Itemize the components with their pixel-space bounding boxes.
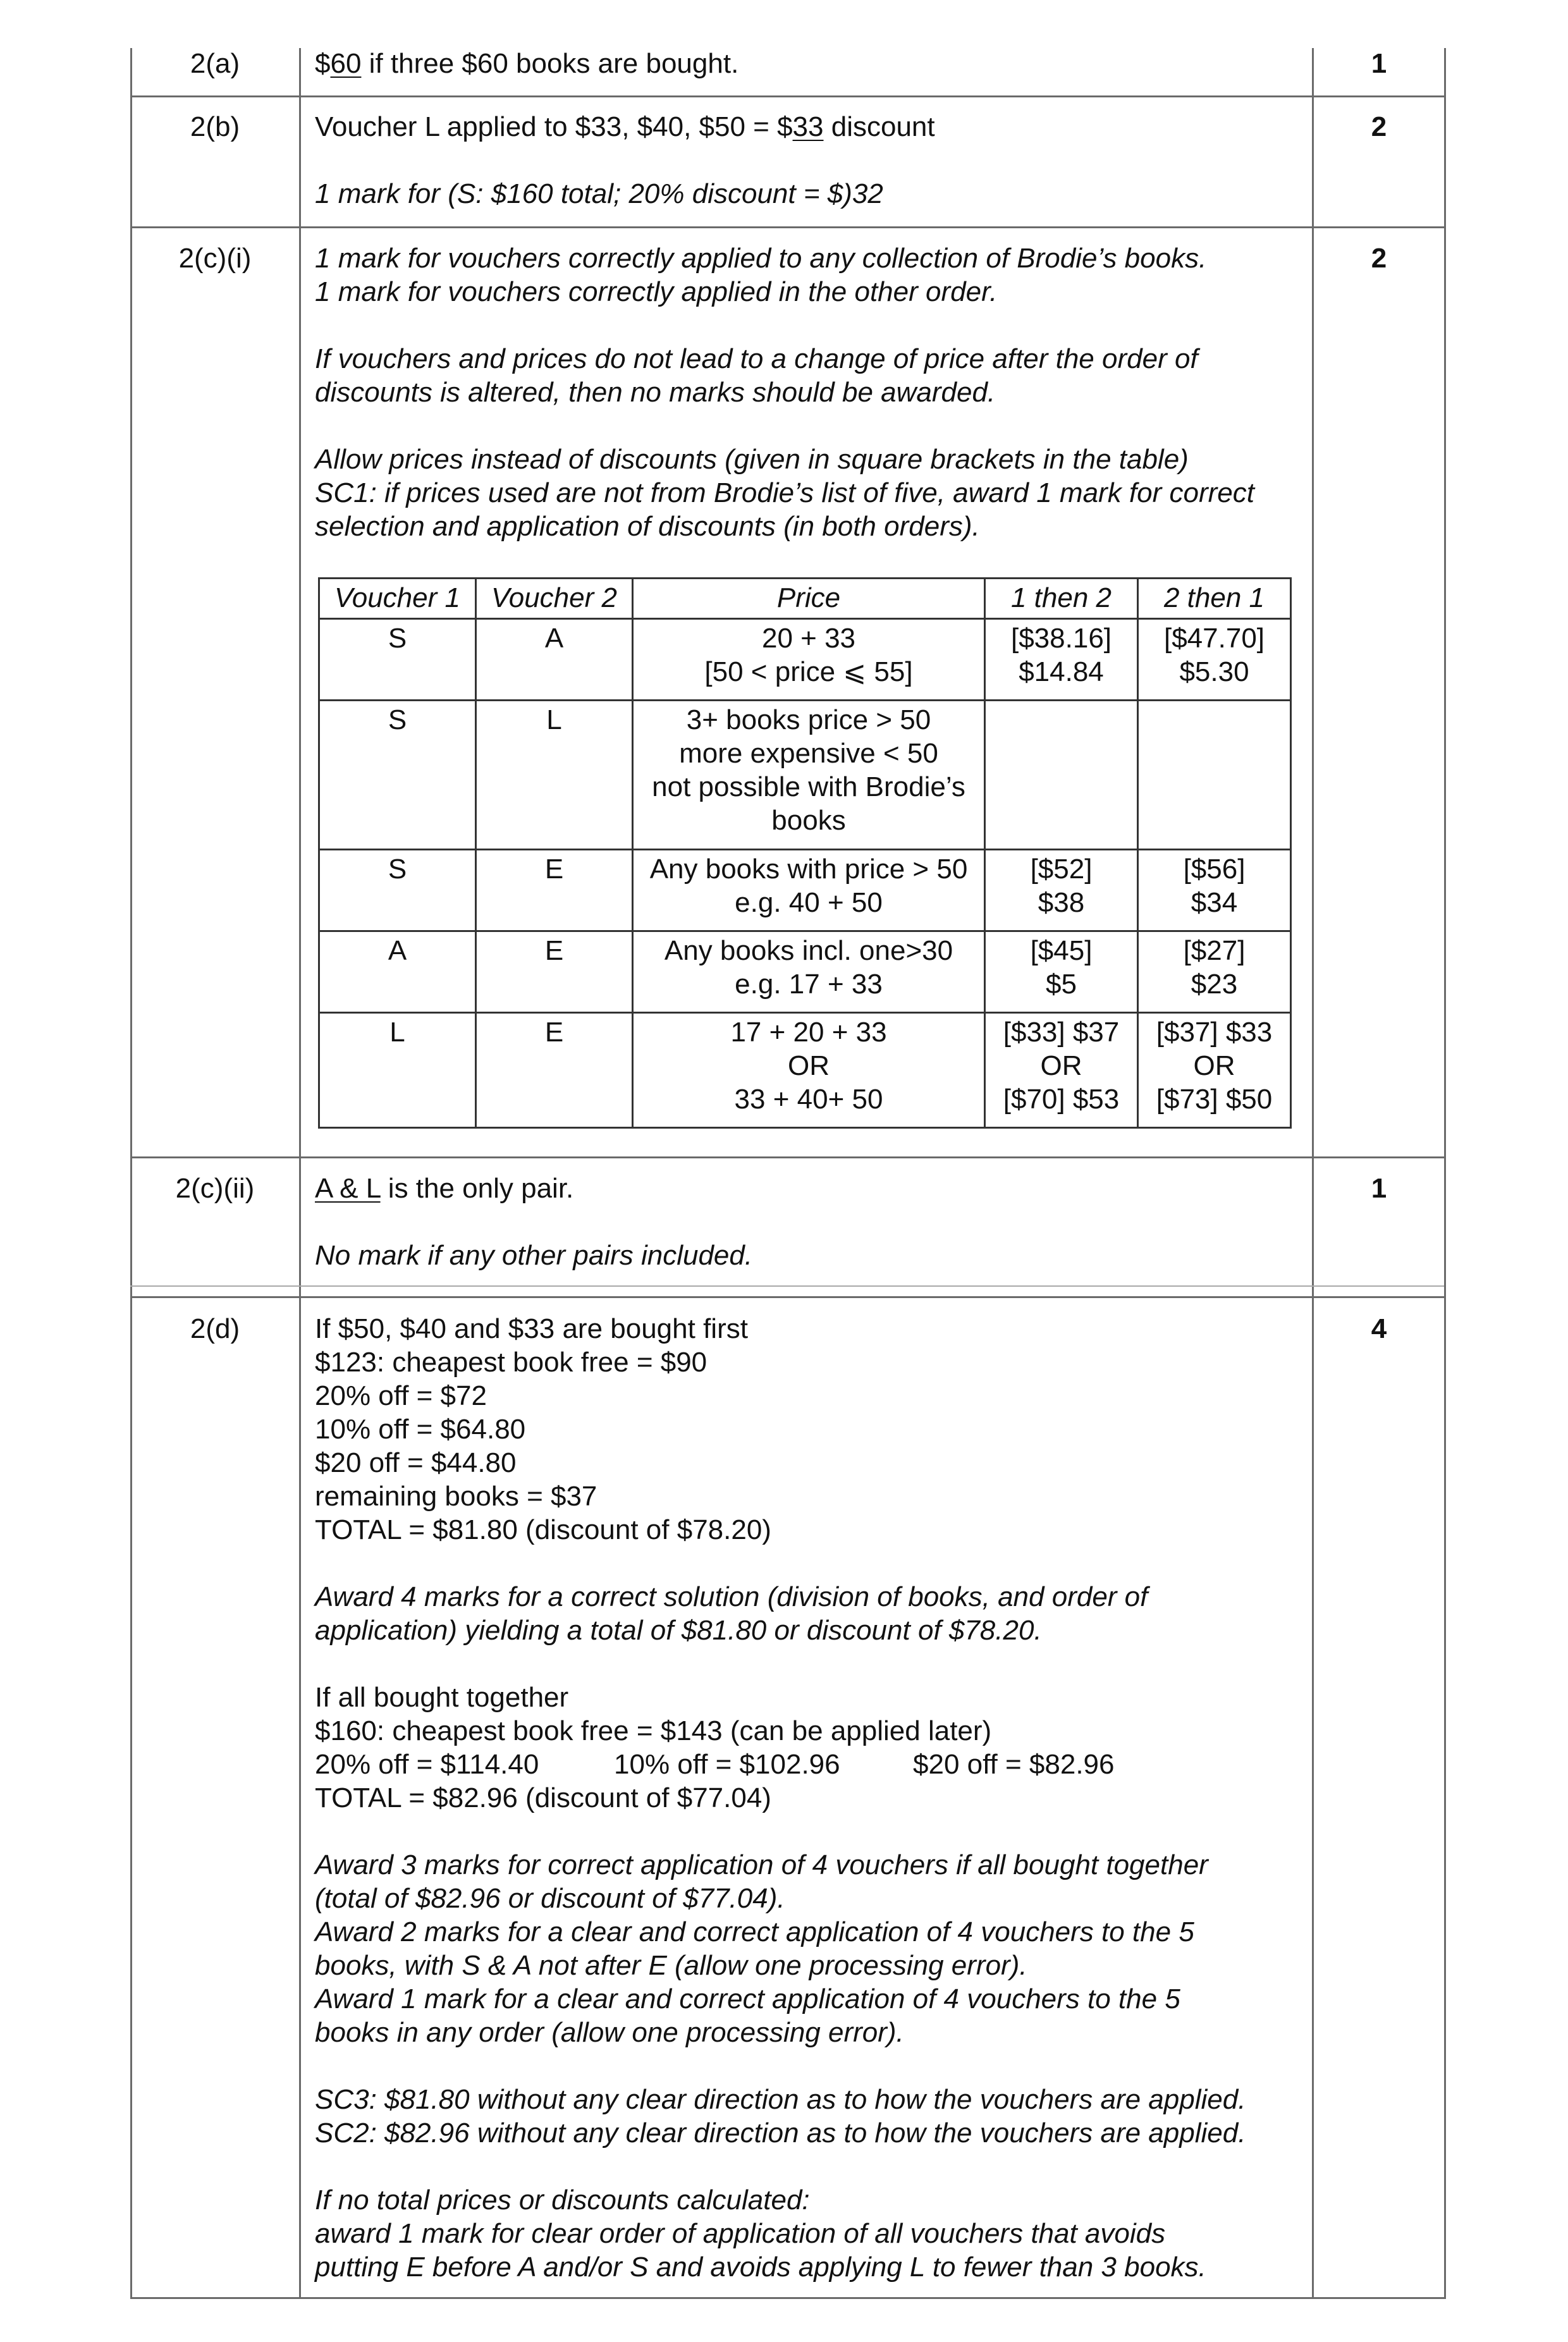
column-header: 2 then 1 <box>1138 579 1291 619</box>
row-divider <box>130 95 1444 97</box>
column-header: Voucher 2 <box>476 579 633 619</box>
guidance-line: If vouchers and prices do not lead to a change of price after the order of <box>315 343 1198 374</box>
table-cell: A <box>476 619 633 701</box>
marking-guidance <box>315 242 1308 543</box>
question-number: 2(c)(i) <box>178 243 252 274</box>
voucher-table-row <box>319 619 1291 701</box>
voucher-table-row <box>319 1013 1291 1128</box>
table-cell: A <box>319 931 476 1013</box>
question-number: 2(b) <box>190 111 240 142</box>
working-line: 20% off = $72 <box>315 1380 487 1411</box>
guidance-line: SC2: $82.96 without any clear direction as to how the vouchers are applied. <box>315 2118 1246 2149</box>
answer-value: A & L <box>315 1173 381 1204</box>
voucher-table-row <box>319 701 1291 850</box>
working-line: TOTAL = $82.96 (discount of $77.04) <box>315 1782 771 1813</box>
guidance-line: selection and application of discounts (in both orders). <box>315 511 980 542</box>
marking-note: No mark if any other pairs included. <box>315 1240 753 1271</box>
guidance-line: Allow prices instead of discounts (given in square brackets in the table) <box>315 444 1189 475</box>
guidance-line: Award 2 marks for a clear and correct application of 4 vouchers to the 5 <box>315 1916 1194 1947</box>
marking-note: 1 mark for (S: $160 total; 20% discount = $)32 <box>315 178 883 209</box>
voucher-table-row <box>319 850 1291 931</box>
row-divider-double <box>130 1285 1444 1287</box>
working-line: remaining books = $37 <box>315 1481 597 1512</box>
working-line-discounts <box>315 1748 1308 1781</box>
guidance-line: If no total prices or discounts calculated: <box>315 2185 810 2216</box>
table-cell: E <box>476 931 633 1013</box>
column-header: 1 then 2 <box>985 579 1138 619</box>
guidance-line: SC3: $81.80 without any clear direction as to how the vouchers are applied. <box>315 2084 1246 2115</box>
table-cell: Any books with price > 50 e.g. 40 + 50 <box>633 850 985 931</box>
guidance-line: application) yielding a total of $81.80 or discount of $78.20. <box>315 1615 1042 1646</box>
answer-text <box>315 1172 1308 1272</box>
table-cell: [$37] $33 OR [$73] $50 <box>1138 1013 1291 1128</box>
guidance-line: books, with S & A not after E (allow one processing error). <box>315 1950 1027 1981</box>
marks-value: 4 <box>1371 1313 1387 1344</box>
working-line: $20 off = $44.80 <box>315 1447 517 1478</box>
answer-prefix: Voucher L applied to $33, $40, $50 = $ <box>315 111 793 142</box>
marks-value: 2 <box>1371 243 1387 274</box>
discount-step: $20 off = $82.96 <box>913 1749 1115 1780</box>
marks-value: 1 <box>1371 1173 1387 1204</box>
table-cell: [$33] $37 OR [$70] $53 <box>985 1013 1138 1128</box>
table-cell <box>985 701 1138 850</box>
table-cell: [$52] $38 <box>985 850 1138 931</box>
voucher-table-row <box>319 931 1291 1013</box>
table-cell: S <box>319 701 476 850</box>
row-divider-double <box>130 1296 1444 1298</box>
answer-rest: if three $60 books are bought. <box>361 48 739 79</box>
table-cell: [$47.70] $5.30 <box>1138 619 1291 701</box>
working-line: $160: cheapest book free = $143 (can be applied later) <box>315 1715 992 1746</box>
guidance-line: award 1 mark for clear order of application of all vouchers that avoids <box>315 2218 1166 2249</box>
guidance-line: Award 1 mark for a clear and correct application of 4 vouchers to the 5 <box>315 1983 1180 2014</box>
voucher-table <box>318 577 1292 1129</box>
table-cell: S <box>319 619 476 701</box>
table-cell: 17 + 20 + 33 OR 33 + 40+ 50 <box>633 1013 985 1128</box>
table-cell: 20 + 33 [50 < price ⩽ 55] <box>633 619 985 701</box>
table-cell: L <box>319 1013 476 1128</box>
voucher-table-body <box>319 619 1291 1128</box>
answer-text <box>315 1312 1308 2284</box>
table-border-bottom <box>130 2297 1444 2299</box>
working-line: $123: cheapest book free = $90 <box>315 1347 707 1378</box>
marks-value: 2 <box>1371 111 1387 142</box>
question-number: 2(c)(ii) <box>175 1173 255 1204</box>
question-number: 2(a) <box>190 48 240 79</box>
table-cell: [$45] $5 <box>985 931 1138 1013</box>
working-line: If $50, $40 and $33 are bought first <box>315 1313 748 1344</box>
table-cell: E <box>476 1013 633 1128</box>
table-cell: E <box>476 850 633 931</box>
table-cell: L <box>476 701 633 850</box>
voucher-table-header <box>319 579 1291 619</box>
guidance-line: (total of $82.96 or discount of $77.04). <box>315 1883 785 1914</box>
guidance-line: Award 4 marks for a correct solution (division of books, and order of <box>315 1581 1148 1612</box>
discount-step: 20% off = $114.40 <box>315 1749 539 1780</box>
guidance-line: 1 mark for vouchers correctly applied in the other order. <box>315 276 998 307</box>
table-cell: S <box>319 850 476 931</box>
working-line: If all bought together <box>315 1682 569 1713</box>
column-header: Voucher 1 <box>319 579 476 619</box>
guidance-line: Award 3 marks for correct application of 4 vouchers if all bought together <box>315 1849 1208 1880</box>
answer-rest: is the only pair. <box>380 1173 574 1204</box>
guidance-line: 1 mark for vouchers correctly applied to any collection of Brodie’s books. <box>315 243 1207 274</box>
answer-rest: discount <box>823 111 935 142</box>
answer-text <box>315 110 1308 211</box>
guidance-line: SC1: if prices used are not from Brodie’s list of five, award 1 mark for correct <box>315 477 1254 508</box>
marks-value: 1 <box>1371 48 1387 79</box>
guidance-line: discounts is altered, then no marks should be awarded. <box>315 377 996 408</box>
discount-step: 10% off = $102.96 <box>614 1749 840 1780</box>
column-header: Price <box>633 579 985 619</box>
working-line: TOTAL = $81.80 (discount of $78.20) <box>315 1514 771 1545</box>
table-cell: 3+ books price > 50 more expensive < 50 not possible with Brodie’s books <box>633 701 985 850</box>
answer-prefix: $ <box>315 48 331 79</box>
table-cell <box>1138 701 1291 850</box>
question-number: 2(d) <box>190 1313 240 1344</box>
table-cell: Any books incl. one>30 e.g. 17 + 33 <box>633 931 985 1013</box>
table-cell: [$27] $23 <box>1138 931 1291 1013</box>
row-divider <box>130 226 1444 228</box>
guidance-line: putting E before A and/or S and avoids applying L to fewer than 3 books. <box>315 2252 1206 2283</box>
table-cell: [$38.16] $14.84 <box>985 619 1138 701</box>
working-line: 10% off = $64.80 <box>315 1414 526 1445</box>
answer-value: 33 <box>792 111 824 142</box>
answer-value: 60 <box>330 48 362 79</box>
answer-text <box>315 47 1308 80</box>
table-cell: [$56] $34 <box>1138 850 1291 931</box>
row-divider <box>130 1156 1444 1158</box>
guidance-line: books in any order (allow one processing error). <box>315 2017 904 2048</box>
